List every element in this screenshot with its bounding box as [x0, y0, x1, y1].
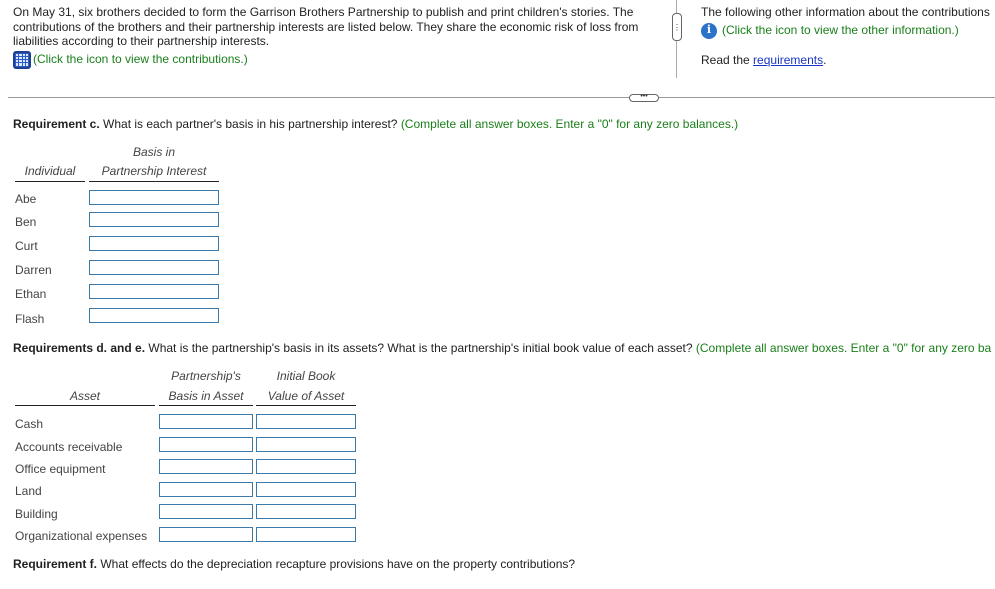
basis-input-building[interactable]	[159, 504, 253, 519]
requirement-c-prompt	[13, 117, 738, 131]
partner-label: Ethan	[15, 287, 47, 301]
asset-label: Accounts receivable	[15, 440, 123, 454]
book-value-input-organizational-expenses[interactable]	[256, 527, 356, 542]
basis-input-flash[interactable]	[89, 308, 219, 323]
book-value-input-accounts-receivable[interactable]	[256, 437, 356, 452]
other-info-panel	[701, 5, 995, 67]
book-value-input-office-equipment[interactable]	[256, 459, 356, 474]
basis-input-land[interactable]	[159, 482, 253, 497]
asset-label: Building	[15, 507, 58, 521]
asset-label: Organizational expenses	[15, 529, 148, 543]
basis-input-organizational-expenses[interactable]	[159, 527, 253, 542]
basis-input-darren[interactable]	[89, 260, 219, 275]
asset-label: Land	[15, 484, 42, 498]
partnership-basis-header-line1: Partnership's	[171, 369, 241, 383]
partner-label: Flash	[15, 312, 45, 326]
basis-header-line2: Partnership Interest	[101, 164, 207, 178]
basis-input-ben[interactable]	[89, 212, 219, 227]
book-value-header-line1: Initial Book	[276, 369, 336, 383]
basis-input-accounts-receivable[interactable]	[159, 437, 253, 452]
read-requirements	[701, 53, 995, 68]
partner-label: Darren	[15, 263, 52, 277]
other-info-link[interactable]	[701, 23, 995, 39]
contributions-link-text[interactable]: (Click the icon to view the contributions.)	[33, 52, 248, 67]
book-value-input-cash[interactable]	[256, 414, 356, 429]
intro-panel	[13, 5, 663, 69]
requirement-f-question: What effects do the depreciation recapture provisions have on the property contributions?	[97, 557, 576, 571]
basis-header-rule	[89, 181, 219, 182]
basis-header-line1: Basis in	[132, 145, 176, 159]
requirement-f-label: Requirement f.	[13, 557, 98, 571]
requirement-c-label: Requirement c.	[13, 117, 100, 131]
read-prefix: Read the	[701, 52, 754, 67]
other-info-link-text[interactable]: (Click the icon to view the other information.)	[722, 23, 959, 38]
requirement-de-prompt	[13, 341, 991, 355]
asset-header-rule	[15, 405, 155, 406]
individual-header-rule	[15, 181, 85, 182]
other-info-text: The following other information about the contributions	[701, 5, 990, 19]
book-value-header-rule	[256, 405, 356, 406]
basis-input-curt[interactable]	[89, 236, 219, 251]
table-icon[interactable]	[13, 51, 31, 69]
basis-input-cash[interactable]	[159, 414, 253, 429]
requirement-c-question: What is each partner's basis in his partnership interest?	[99, 117, 401, 131]
requirement-c-instruction: (Complete all answer boxes. Enter a "0" for any zero balances.)	[400, 117, 739, 131]
book-value-input-building[interactable]	[256, 504, 356, 519]
partner-label: Ben	[15, 215, 37, 229]
book-value-input-land[interactable]	[256, 482, 356, 497]
partnership-basis-header-line2: Basis in Asset	[168, 389, 244, 403]
basis-input-office-equipment[interactable]	[159, 459, 253, 474]
partner-label: Curt	[15, 239, 38, 253]
requirement-f-prompt	[13, 557, 575, 571]
book-value-header-line2: Value of Asset	[267, 389, 345, 403]
contributions-link[interactable]	[13, 51, 663, 69]
requirements-link[interactable]: requirements	[753, 52, 824, 67]
basis-input-abe[interactable]	[89, 190, 219, 205]
asset-label: Cash	[15, 417, 44, 431]
horizontal-divider	[8, 97, 995, 98]
requirement-de-instruction: (Complete all answer boxes. Enter a "0" for any zero ba	[695, 341, 992, 355]
asset-label: Office equipment	[15, 462, 106, 476]
read-suffix: .	[823, 52, 827, 67]
vertical-splitter-handle[interactable]: ⋮	[672, 13, 682, 41]
asset-header: Asset	[69, 389, 100, 403]
partner-label: Abe	[15, 192, 37, 206]
basis-input-ethan[interactable]	[89, 284, 219, 299]
individual-header: Individual	[24, 164, 76, 178]
requirement-de-label: Requirements d. and e.	[13, 341, 146, 355]
horizontal-splitter-handle[interactable]: •••	[629, 94, 659, 102]
requirement-de-question: What is the partnership's basis in its assets? What is the partnership's initial book value of each asset?	[145, 341, 696, 355]
partnership-basis-header-rule	[159, 405, 253, 406]
intro-text: On May 31, six brothers decided to form the Garrison Brothers Partnership to publish and print children's stories. The contributions of the brothers and their partnership interests are listed below. They share the economic risk of loss from liabilities according to their partnership interests.	[13, 5, 639, 48]
info-icon[interactable]: i	[701, 23, 717, 39]
